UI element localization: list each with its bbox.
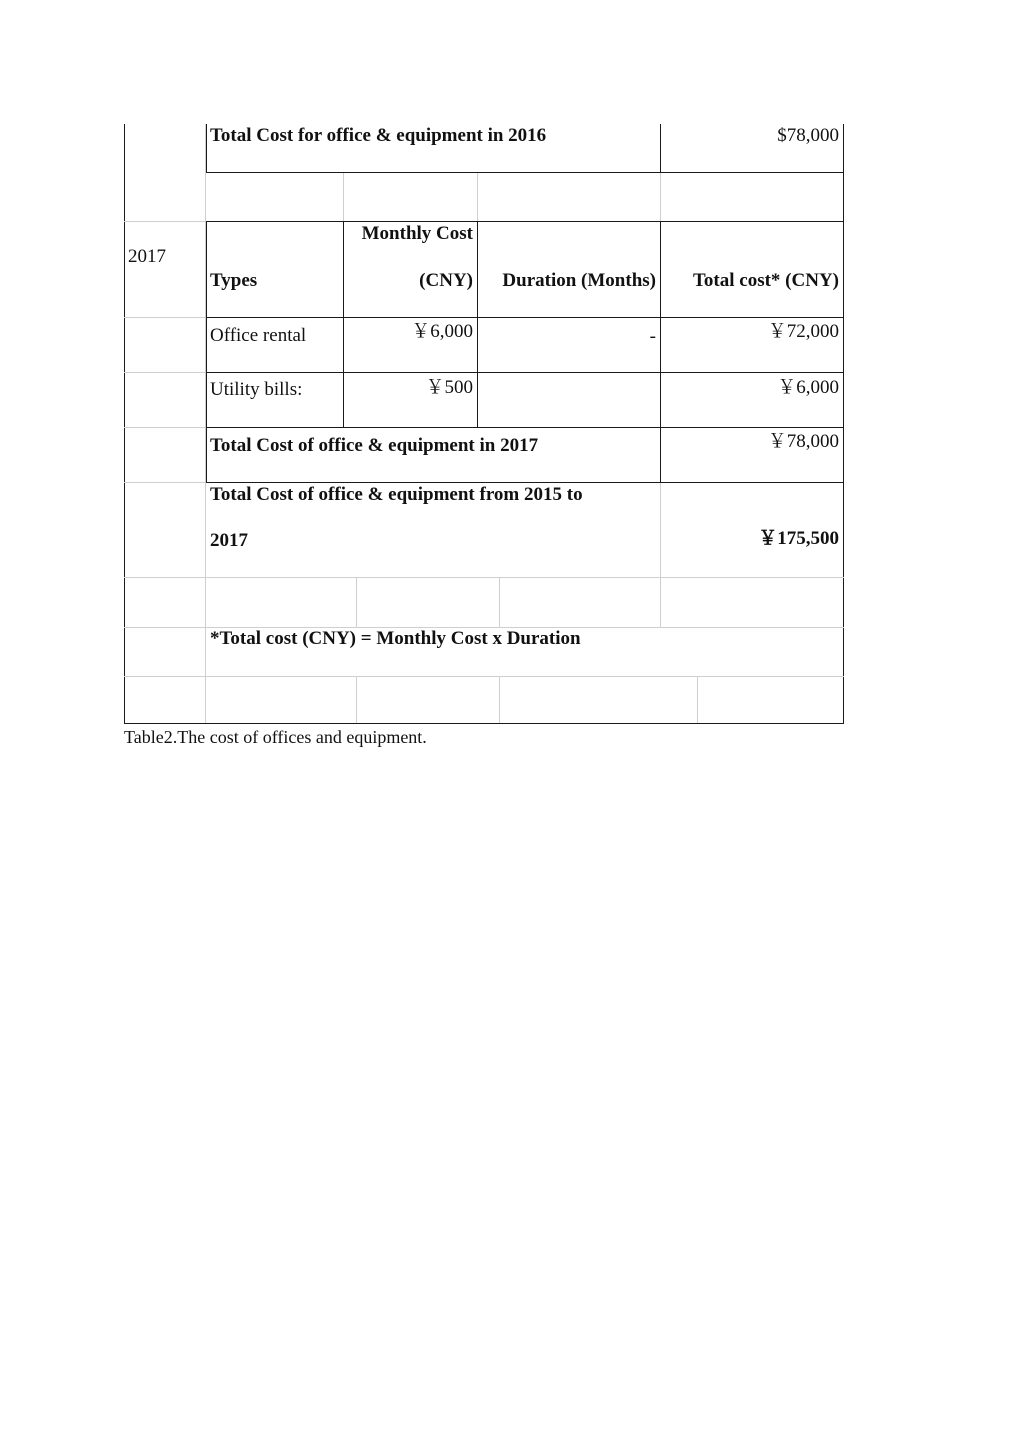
total-2016-label: Total Cost for office & equipment in 2016 [210,125,547,146]
grand-div [660,483,661,577]
header-total-cost: Total cost* (CNY) [692,270,839,291]
hdr-bottom [206,317,844,318]
total-2016-value: $78,000 [777,125,839,146]
grand-total-label-line1: Total Cost of office & equipment from 2015 to [210,484,583,505]
hdr-div-c [660,221,661,482]
blank4-div-a [356,676,357,723]
table-bottom-border [124,723,844,724]
footnote-formula: *Total cost (CNY) = Monthly Cost x Duration [210,628,581,649]
header-duration: Duration (Months) [502,270,656,291]
header-monthly-cost-line1: Monthly Cost [361,223,473,244]
row2-bottom-left [124,221,206,222]
table-left-border [124,124,125,724]
year-2017-label: 2017 [128,246,166,267]
hdr-div-b [477,221,478,427]
footnote-bottom [124,676,844,677]
blank4-div-c [697,676,698,723]
rental-bottom-left [124,372,206,373]
blank3-div-c [660,577,661,627]
header-monthly-cost-line2: (CNY) [419,270,473,291]
row2-div-a [343,173,344,221]
hdr-div-a [343,221,344,427]
rental-bottom [206,372,844,373]
row2-div-c [660,173,661,221]
row2-div-b [477,173,478,221]
total-2017-value: ￥78,000 [767,431,839,452]
row1-left [206,124,207,172]
total2017-bottom [206,482,844,483]
year-row-bottom [124,317,206,318]
row1-mid [660,124,661,172]
table-caption: Table2.The cost of offices and equipment. [124,727,427,747]
block2017-top [206,221,844,222]
blank4-div-b [499,676,500,723]
row1-bottom [206,172,844,173]
total2017-bottom-left [124,482,206,483]
blank3-div-b [499,577,500,627]
utility-bottom [206,427,844,428]
grand-bottom [124,577,844,578]
row-duration-office-rental: - [649,326,656,347]
blank3-div-a [356,577,357,627]
row-monthly-utility-bills: ￥500 [425,377,473,398]
row-type-utility-bills: Utility bills: [210,379,303,400]
row-total-office-rental: ￥72,000 [767,321,839,342]
table-right-border [843,124,844,724]
row-total-utility-bills: ￥6,000 [777,377,839,398]
row-monthly-office-rental: ￥6,000 [411,321,473,342]
grand-total-label-line2: 2017 [210,530,248,551]
total-2017-label: Total Cost of office & equipment in 2017 [210,435,539,456]
utility-bottom-left [124,427,206,428]
header-types: Types [210,270,258,291]
grand-total-value: ￥175,500 [758,528,839,549]
hdr-left [206,221,207,482]
row-type-office-rental: Office rental [210,325,307,346]
